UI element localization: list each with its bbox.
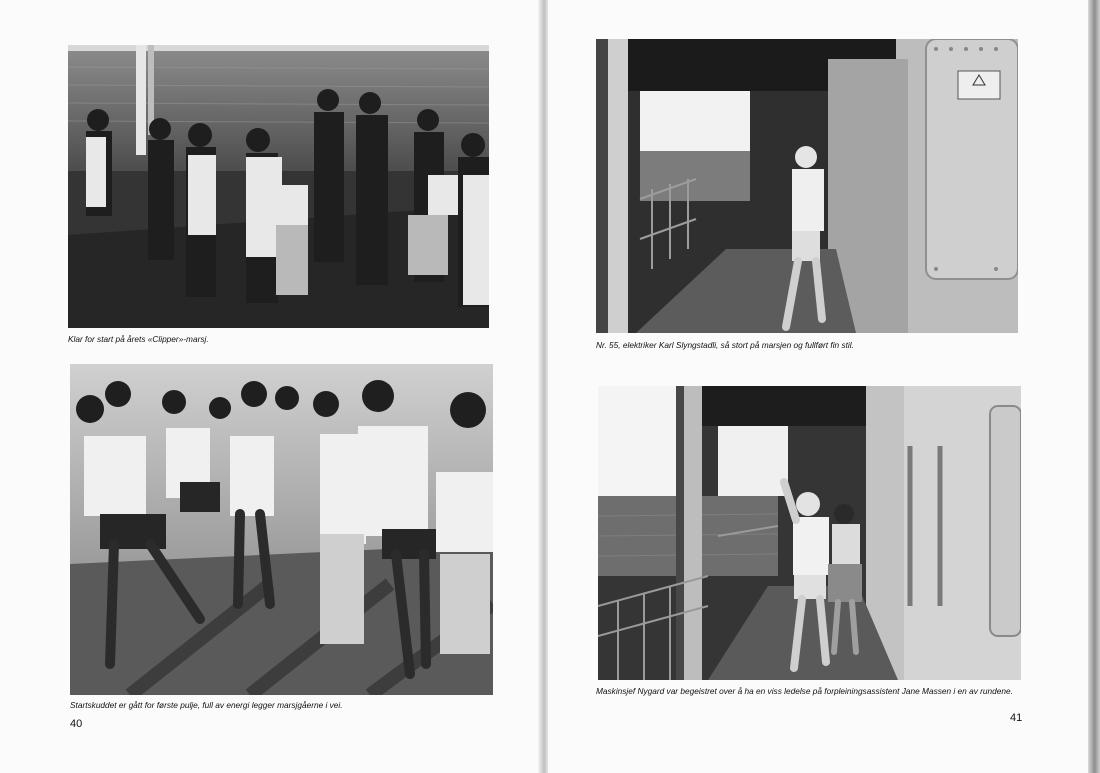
page-number: 40 bbox=[70, 718, 83, 730]
photo-caption: Nr. 55, elektriker Karl Slyngstadli, så stort på marsjen og fullført fin stil. bbox=[596, 340, 854, 350]
photo-chief-engineer-leading bbox=[598, 386, 1021, 680]
left-page bbox=[0, 0, 542, 773]
photo-first-group-starting bbox=[70, 364, 493, 695]
page-number: 41 bbox=[1010, 712, 1023, 724]
photo-caption: Klar for start på årets «Clipper»-marsj. bbox=[68, 334, 209, 344]
photo-caption: Startskuddet er gått for første pulje, full av energi legger marsjgåerne i vei. bbox=[70, 700, 343, 710]
photo-runner-on-deck bbox=[596, 39, 1018, 333]
photo-caption: Maskinsjef Nygard var begeistret over å ha en viss ledelse på forpleiningsassistent Jane Massen i en av rundene. bbox=[596, 686, 1013, 696]
right-page bbox=[548, 0, 1092, 773]
photo-group-at-start bbox=[68, 45, 489, 328]
page-edge bbox=[1088, 0, 1100, 773]
